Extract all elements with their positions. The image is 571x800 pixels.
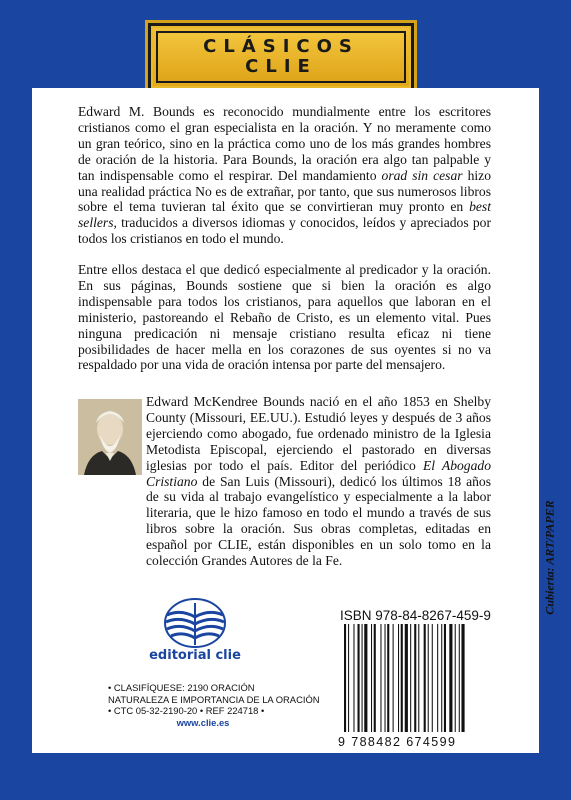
barcode-bar (437, 624, 438, 732)
series-title-line2: CLIE (245, 56, 317, 77)
barcode-bar (364, 624, 367, 732)
barcode-bar (371, 624, 372, 732)
barcode-bar (444, 624, 446, 732)
barcode-bar (414, 624, 416, 732)
barcode-bar (380, 624, 381, 732)
barcode-bar (374, 624, 376, 732)
cover-credit: Cubierta: ART/PAPER (542, 500, 557, 615)
publisher-name: editorial clie (149, 648, 241, 663)
barcode-bar (455, 624, 456, 732)
barcode-bar (424, 624, 426, 732)
paragraph-intro: Edward M. Bounds es reconocido mundialmente entre los escritores cristianos como el gran especialista en la oración. Y no meramente como un gran teórico, sino en la práctica como uno de los más grandes hombres de oración de la historia. Para Bounds, la oración era algo tan palpable y tan indispensable como el respirar. Del mandamiento orad sin cesar hizo una realidad práctica No es de extrañar, por tanto, que sus numerosos libros sobre el tema tuvieran tal éxito que se convirtieran muy pronto en best sellers, traducidos a diversos idiomas y conocidos, leídos y apreciados por todos los cristianos en todo el mundo. (78, 104, 491, 247)
isbn-label: ISBN 978-84-8267-459-9 (340, 608, 491, 623)
barcode-bar (398, 624, 399, 732)
classification-block (108, 682, 320, 728)
classification-line: • CLASIFÍQUESE: 2190 ORACIÓN (108, 682, 255, 693)
barcode-bar (358, 624, 360, 732)
book-globe-icon (150, 595, 240, 655)
barcode-bar (348, 624, 349, 732)
barcode-bar (449, 624, 452, 732)
barcode (340, 624, 500, 732)
publisher-logo (150, 595, 240, 675)
barcode-bar (428, 624, 429, 732)
barcode-bar (401, 624, 403, 732)
barcode-bar (353, 624, 354, 732)
barcode-bar (362, 624, 363, 732)
barcode-bar (432, 624, 433, 732)
barcode-bar (405, 624, 408, 732)
barcode-bar (441, 624, 442, 732)
classification-line: • CTC 05-32-2190-20 • REF 224718 • (108, 705, 265, 716)
publisher-website[interactable]: www.clie.es (176, 716, 230, 728)
series-badge-inner (156, 31, 406, 83)
series-badge (145, 20, 417, 94)
paragraph-author-bio: Edward McKendree Bounds nació en el año 1853 en Shelby County (Missouri, EE.UU.). Estudió leyes y después de 3 años ejerciendo como abogado, fue ordenado ministro de la Iglesia Metodista Episcopal, ejerciendo el pastorado en diversas iglesias por todo el país. Editor del periódico El Abogado Cristiano de San Luis (Missouri), dedicó los últimos 18 años de su vida al trabajo evangelístico y especialmente a la labor literaria, que le hizo famoso en todo el mundo a través de sus libros sobre la oración. Sus obras completas, editadas en español por CLIE, están disponibles en un solo tomo en la colección Grandes Autores de la Fe. (146, 394, 491, 569)
barcode-bar (410, 624, 411, 732)
barcode-bar (393, 624, 394, 732)
barcode-bar (385, 624, 386, 732)
barcode-bar (459, 624, 460, 732)
barcode-bar (461, 624, 464, 732)
barcode-bar (418, 624, 419, 732)
barcode-bar (344, 624, 346, 732)
barcode-bar (387, 624, 389, 732)
classification-line: NATURALEZA E IMPORTANCIA DE LA ORACIÓN (108, 693, 320, 705)
barcode-digits: 9 788482 674599 (338, 735, 457, 749)
series-title-line1: CLÁSICOS (203, 36, 359, 57)
author-portrait (78, 399, 142, 475)
paragraph-book: Entre ellos destaca el que dedicó especialmente al predicador y la oración. En sus páginas, Bounds sostiene que si bien la oración es algo indispensable para todos los cristianos, para aquellos que laboran en el ministerio, pastoreando el Rebaño de Cristo, es un elemento vital. Pues ninguna predicación ni mensaje cristiano resulta eficaz ni tiene posibilidades de hacer mella en los corazones de sus oyentes si no va respaldado por una vida de oración intensa por parte del mensajero. (78, 262, 491, 373)
